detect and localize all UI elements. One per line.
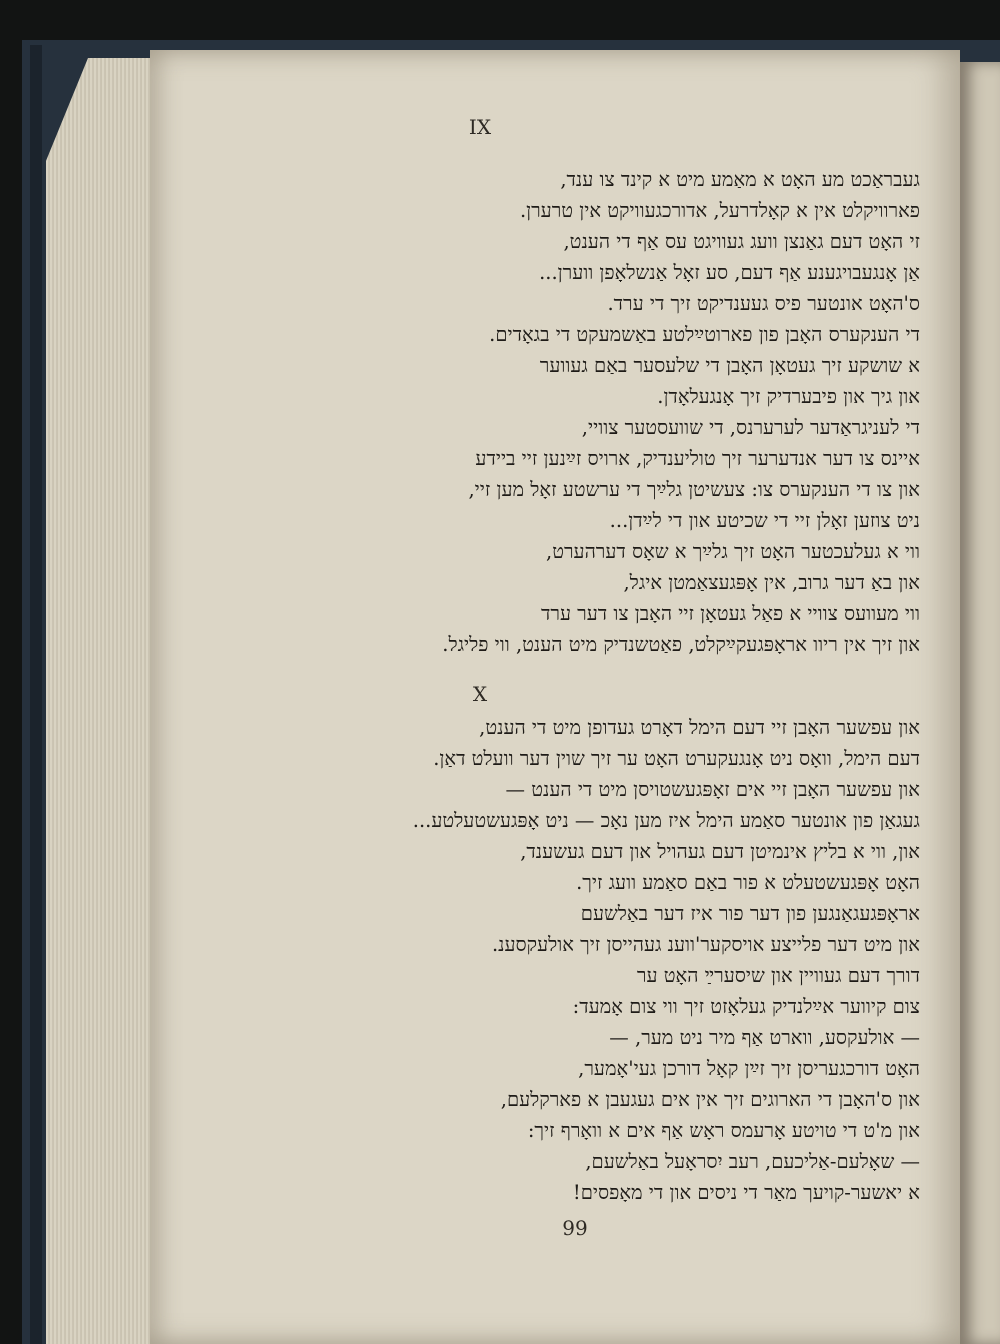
text-line: און מיט דער פלייצע אויסקער'ווענ געהייסן זיך אולעקסענ. [491, 933, 920, 956]
text-line: די לעניגראַדער לערערנס, די שוועסטער צוויי, [581, 416, 920, 439]
text-line: אַן אָנגעבויגענע אַף דעם, סע זאָל אַנשלאָפן ווערן... [539, 261, 920, 284]
facing-page-edge [960, 62, 1000, 1344]
text-line: אראָפּגעגאַנגען פון דער פור איז דער באַלשעם [580, 902, 920, 925]
page-number: 99 [562, 1216, 588, 1240]
book-spine-edge [30, 45, 42, 1344]
text-line: און באַ דער גרוב, אין אָפּגעצאַמטן איגל, [623, 571, 920, 594]
text-line: א שושקע זיך געטאָן האָבן די שלעסער באַם געווער [539, 354, 920, 377]
text-line: געבראַכט מע האָט א מאַמע מיט א קינד צו ענד, [560, 168, 920, 191]
text-line: און עפשער האָבן זיי דעם הימל דאָרט געדופן מיט די הענט, [479, 716, 920, 739]
section-ix-text [210, 164, 920, 660]
text-line: און, ווי א בליץ אינמיטן דעם געהויל און דעם געשענד, [520, 840, 920, 863]
text-line: ווי מעוועס צוויי א פאַל געטאָן זיי האָבן צו דער ערד [540, 602, 920, 625]
text-line: א יאשער-קויעך מאַר די ניסים און די מאָפסים! [572, 1181, 920, 1204]
text-line: דורך דעם געוויין און שיסערײַ האָט ער [636, 964, 920, 987]
text-line: און עפשער האָבן זיי אים זאָפּגעשטויסן מיט די הענט — [505, 778, 920, 801]
text-line: האָט אָפּגעשטעלט א פור באַם סאַמע וועג זיך. [576, 871, 920, 894]
text-line: — אולעקסע, ווארט אַף מיר ניט מער, — [609, 1026, 920, 1049]
text-line: ניט צוזען זאָלן זיי די שכיטע און די לײַדן... [609, 509, 920, 532]
text-line: דעם הימל, וואָס ניט אָנגעקערט האָט ער זיך שוין דער וועלט דאַן. [433, 747, 920, 770]
text-line: און זיך אין ריוו אראָפּגעקײַקלט, פאַטשנדיק מיט הענט, ווי פליגל. [442, 633, 920, 656]
text-line: און ס'האָבן די הארוגים זיך אין אים געגעבן א פארקלעם, [500, 1088, 920, 1111]
text-line: — שאָלעם-אַליכעם, רעב יִסראָעל באַלשעם, [585, 1150, 920, 1173]
text-line: און צו די הענקערס צו: צעשיטן גלײַך די ערשטע זאָל מען זיי, [468, 478, 920, 501]
text-line: געגאַן פון אונטער סאַמע הימל איז מען נאָכ — ניט אָפּגעשטעלטע... [412, 809, 920, 832]
text-line: האָט דורכגעריסן זיך זײַן קאָל דורכן געי'אָמער, [578, 1057, 920, 1080]
text-line: פארוויקלט אין א קאָלדרעל, אדורכגעוויקט אין טרערן. [519, 199, 920, 222]
text-line: ווי א געלעכטער האָט זיך גלײַך א שאָס דערהערט, [546, 540, 920, 563]
text-line: און מ'ט די טויטע אָרעמס ראָש אַף אים א וואָרף זיך: [527, 1119, 920, 1142]
text-line: און גיך און פיבערדיק זיך אָנגעלאָדן. [657, 385, 920, 408]
text-line: ס'האָט אונטער פיס געענדיקט זיך די ערד. [607, 292, 920, 315]
section-heading-x: X [472, 682, 488, 706]
text-line: צום קיווער אײַלנדיק געלאָזט זיך ווי צום אָמעד: [572, 995, 920, 1018]
text-line: די הענקערס האָבן פון פארוטײַלטע באַשמעקט די בגאָדים. [489, 323, 920, 346]
section-heading-ix: IX [468, 115, 492, 139]
text-line: זי האָט דעם גאַנצן וועג געוויגט עס אַף די הענט, [563, 230, 920, 253]
text-line: איינס צו דער אנדערער זיך טוליענדיק, ארויס זײַנען זיי ביידע [475, 447, 920, 470]
section-x-text [210, 712, 920, 1208]
